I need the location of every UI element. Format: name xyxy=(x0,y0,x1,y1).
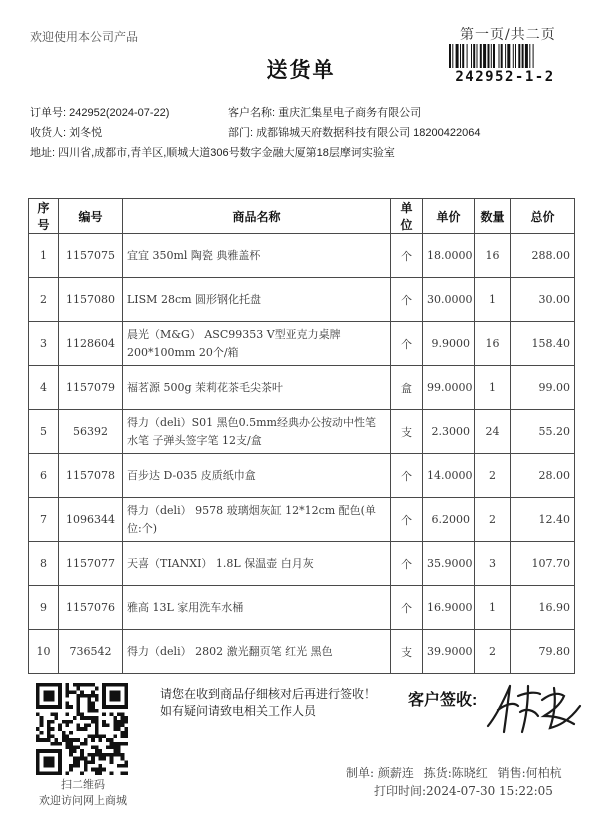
cell-name: 天喜（TIANXI） 1.8L 保温壶 白月灰 xyxy=(123,542,391,586)
qr-caption-shop: 欢迎访问网上商城 xyxy=(39,794,127,807)
cell-total: 28.00 xyxy=(511,454,575,498)
cell-qty: 3 xyxy=(475,542,511,586)
cell-code: 56392 xyxy=(59,410,123,454)
cell-unit: 支 xyxy=(391,630,423,674)
table-row xyxy=(29,410,575,454)
cell-name: 得力（deli）S01 黑色0.5mm经典办公按动中性笔水笔 子弹头签字笔 12支/盒 xyxy=(123,410,391,454)
table-row xyxy=(29,498,575,542)
order-number-label: 订单号: xyxy=(30,107,67,119)
cell-total: 99.00 xyxy=(511,366,575,410)
address-label: 地址: xyxy=(30,147,56,159)
cell-price: 30.0000 xyxy=(423,278,475,322)
table-row xyxy=(29,322,575,366)
address-field xyxy=(30,144,395,160)
receipt-notice: 请您在收到商品仔细核对后再进行签收！如有疑问请致电相关工作人员 xyxy=(160,687,377,718)
cell-code: 1157079 xyxy=(59,366,123,410)
cell-unit: 个 xyxy=(391,322,423,366)
table-row xyxy=(29,542,575,586)
items-table xyxy=(28,198,575,674)
cell-unit: 个 xyxy=(391,498,423,542)
cell-code: 1157077 xyxy=(59,542,123,586)
page-indicator: 第一页/共二页 xyxy=(460,27,556,43)
cell-price: 16.9000 xyxy=(423,586,475,630)
table-row xyxy=(29,586,575,630)
col-header-no: 序号 xyxy=(29,199,59,234)
cell-total: 16.90 xyxy=(511,586,575,630)
cell-code: 1157078 xyxy=(59,454,123,498)
col-header-total: 总价 xyxy=(511,199,575,234)
col-header-name: 商品名称 xyxy=(123,199,391,234)
col-header-qty: 数量 xyxy=(475,199,511,234)
col-header-code: 编号 xyxy=(59,199,123,234)
cell-name: 晨光（M&G） ASC99353 V型亚克力桌牌 200*100mm 20个/箱 xyxy=(123,322,391,366)
cell-unit: 个 xyxy=(391,586,423,630)
receiver-field xyxy=(30,124,102,140)
cell-name: 雅高 13L 家用洗车水桶 xyxy=(123,586,391,630)
cell-qty: 1 xyxy=(475,366,511,410)
cell-total: 55.20 xyxy=(511,410,575,454)
col-header-unit: 单位 xyxy=(391,199,423,234)
cell-price: 35.9000 xyxy=(423,542,475,586)
cell-qty: 1 xyxy=(475,278,511,322)
cell-qty: 16 xyxy=(475,234,511,278)
cell-qty: 2 xyxy=(475,630,511,674)
receiver-value: 刘冬悦 xyxy=(69,127,103,139)
cell-no: 2 xyxy=(29,278,59,322)
document-title: 送货单 xyxy=(266,59,336,82)
cell-code: 1128604 xyxy=(59,322,123,366)
cell-qty: 24 xyxy=(475,410,511,454)
receiver-label: 收货人: xyxy=(30,127,67,139)
barcode xyxy=(449,44,559,68)
cell-no: 5 xyxy=(29,410,59,454)
cell-unit: 盒 xyxy=(391,366,423,410)
cell-price: 6.2000 xyxy=(423,498,475,542)
cell-name: 得力（deli） 2802 激光翻页笔 红光 黑色 xyxy=(123,630,391,674)
picker-text: 拣货:陈晓红 xyxy=(423,766,488,780)
maker-text: 制单: 颜薪连 xyxy=(346,766,414,780)
table-row xyxy=(29,234,575,278)
welcome-text: 欢迎使用本公司产品 xyxy=(30,30,139,44)
cell-price: 14.0000 xyxy=(423,454,475,498)
cell-unit: 个 xyxy=(391,234,423,278)
cell-qty: 2 xyxy=(475,454,511,498)
cell-no: 4 xyxy=(29,366,59,410)
barcode-number: 242952-1-2 xyxy=(455,69,555,85)
cell-name: 得力（deli） 9578 玻璃烟灰缸 12*12cm 配色(单位:个) xyxy=(123,498,391,542)
cell-price: 39.9000 xyxy=(423,630,475,674)
order-number-value: 242952(2024-07-22) xyxy=(69,107,170,119)
table-row xyxy=(29,454,575,498)
customer-signature xyxy=(484,676,584,736)
cell-code: 1157075 xyxy=(59,234,123,278)
customer-value: 重庆汇集星电子商务有限公司 xyxy=(278,107,422,119)
table-header-row xyxy=(29,199,575,234)
cell-no: 9 xyxy=(29,586,59,630)
cell-qty: 1 xyxy=(475,586,511,630)
cell-no: 3 xyxy=(29,322,59,366)
cell-price: 2.3000 xyxy=(423,410,475,454)
cell-total: 288.00 xyxy=(511,234,575,278)
cell-price: 99.0000 xyxy=(423,366,475,410)
cell-no: 10 xyxy=(29,630,59,674)
cell-total: 12.40 xyxy=(511,498,575,542)
table-row xyxy=(29,630,575,674)
cell-unit: 支 xyxy=(391,410,423,454)
cell-total: 30.00 xyxy=(511,278,575,322)
cell-name: 福茗源 500g 茉莉花茶毛尖茶叶 xyxy=(123,366,391,410)
sales-text: 销售:何柏杭 xyxy=(497,766,562,780)
cell-unit: 个 xyxy=(391,278,423,322)
table-row xyxy=(29,278,575,322)
qr-caption-scan: 扫二维码 xyxy=(61,778,105,791)
department-value: 成都锦城天府数据科技有限公司 18200422064 xyxy=(256,127,481,139)
customer-field xyxy=(228,104,421,120)
cell-name: LISM 28cm 圆形钢化托盘 xyxy=(123,278,391,322)
print-time: 打印时间:2024-07-30 15:22:05 xyxy=(374,784,553,798)
cell-unit: 个 xyxy=(391,454,423,498)
cell-code: 1157080 xyxy=(59,278,123,322)
col-header-price: 单价 xyxy=(423,199,475,234)
customer-label: 客户名称: xyxy=(228,107,276,119)
cell-code: 1157076 xyxy=(59,586,123,630)
cell-qty: 16 xyxy=(475,322,511,366)
cell-total: 79.80 xyxy=(511,630,575,674)
cell-no: 1 xyxy=(29,234,59,278)
cell-name: 百步达 D-035 皮质纸巾盒 xyxy=(123,454,391,498)
cell-price: 18.0000 xyxy=(423,234,475,278)
department-label: 部门: xyxy=(228,127,254,139)
cell-no: 7 xyxy=(29,498,59,542)
table-row xyxy=(29,366,575,410)
cell-total: 158.40 xyxy=(511,322,575,366)
cell-total: 107.70 xyxy=(511,542,575,586)
cell-qty: 2 xyxy=(475,498,511,542)
cell-unit: 个 xyxy=(391,542,423,586)
cell-name: 宜宜 350ml 陶瓷 典雅盖杯 xyxy=(123,234,391,278)
address-value: 四川省,成都市,青羊区,顺城大道306号数字金融大厦第18层摩诃实验室 xyxy=(58,147,395,159)
cell-code: 736542 xyxy=(59,630,123,674)
customer-sign-label: 客户签收: xyxy=(408,692,478,709)
department-field xyxy=(228,124,480,140)
cell-price: 9.9000 xyxy=(423,322,475,366)
cell-code: 1096344 xyxy=(59,498,123,542)
qr-code[interactable] xyxy=(36,683,128,775)
staff-info xyxy=(346,764,568,781)
order-number-field xyxy=(30,104,169,120)
cell-no: 8 xyxy=(29,542,59,586)
cell-no: 6 xyxy=(29,454,59,498)
